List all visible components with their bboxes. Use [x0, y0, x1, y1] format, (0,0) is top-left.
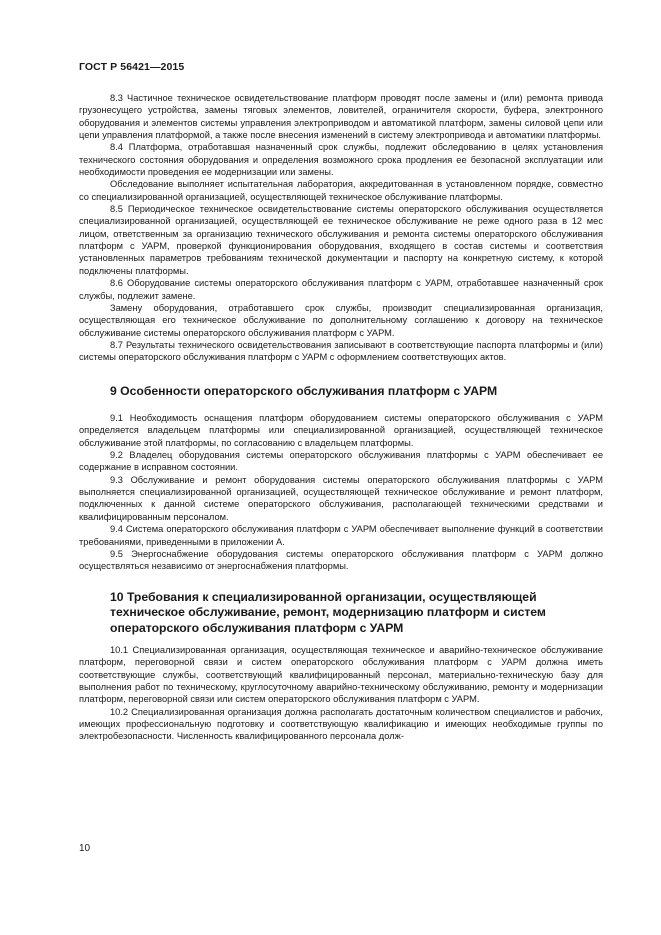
paragraph-9-1: 9.1 Необходимость оснащения платформ оборудованием системы операторского обслуживания с УАРМ определяется владельцем платформы или специализированной организацией, осуществляющей техническое обслуживание этой платформы, по согласованию с владельцем платформы. [79, 413, 603, 448]
paragraph-8-4-continued: Обследование выполняет испытательная лаборатория, аккредитованная в установленном порядке, совместно со специализированной организацией, осуществляющей техническое обслуживание платформы. [79, 179, 603, 202]
paragraph-10-2: 10.2 Специализированная организация должна располагать достаточным количеством специалистов и рабочих, имеющих профессиональную подготовку и соответствующую квалификацию и имеющих необходимые группы по электробезопасности. Численность квалифицированного персонала долж- [79, 706, 603, 742]
paragraph-10-1: 10.1 Специализированная организация, осуществляющая техническое и аварийно-техническое обслуживание платформ, переговорной связи и систем операторского обслуживания платформ с УАРМ должна иметь соответствующие службы, соответствующий квалифицированный персонал, материально-техническую базу для выполнения работ по техническому, круглосуточному аварийно-техническому обслуживанию, ремонту и модернизации платформ, переговорной связи или систем операторского обслуживания платформ с УАРМ. [79, 645, 603, 705]
paragraph-9-2: 9.2 Владелец оборудования системы операторского обслуживания платформы с УАРМ обеспечивает ее содержание в исправном состоянии. [79, 450, 603, 473]
page-number: 10 [79, 843, 91, 854]
paragraph-9-5: 9.5 Энергоснабжение оборудования системы операторского обслуживания платформ с УАРМ должно осуществляться независимо от энергоснабжения платформы. [79, 548, 603, 572]
paragraph-9-4: 9.4 Система операторского обслуживания платформ с УАРМ обеспечивает выполнение функций в соответствии требованиями, приведенными в приложении А. [79, 524, 603, 547]
paragraph-8-5: 8.5 Периодическое техническое освидетельствование системы операторского обслуживания осуществляется специализированной организацией, осуществляющей ее техническое обслуживание не реже одного раза в 12 мес лицом, ответственным за организацию технического обслуживания и ремонта системы операторского обслуживания платформ с УАРМ, проверкой функционирования оборудования, входящего в состав системы и соответствия установленных параметров требованиям технической документации и паспорту на конкретную систему, к которой подключены платформы. [79, 204, 603, 276]
paragraph-8-7: 8.7 Результаты технического освидетельствования записывают в соответствующие паспорта платформы и (или) системы операторского обслуживания платформ с УАРМ с оформлением соответствующих актов. [79, 339, 603, 363]
document-header: ГОСТ Р 56421—2015 [79, 61, 185, 73]
paragraph-9-3: 9.3 Обслуживание и ремонт оборудования системы операторского обслуживания платформы с УАРМ выполняется специализированной организацией, осуществляющей техническое обслуживание и ремонт платформ, подключенных к данной системе операторского обслуживания, располагающей техническими средствами и квалифицированным персоналом. [79, 474, 603, 522]
paragraph-8-6-continued: Замену оборудования, отработавшего срок службы, производит специализированная организация, осуществляющая его техническое обслуживание по дополнительному соглашению к договору на техническое обслуживание системы операторского обслуживания платформ с УАРМ. [79, 302, 603, 338]
paragraph-8-4: 8.4 Платформа, отработавшая назначенный срок службы, подлежит обследованию в целях установления технического состояния оборудования и определения возможного срока продления ее безопасной эксплуатации или необходимости проведения ее модернизации или замены. [79, 142, 603, 178]
page-body [79, 92, 603, 743]
section-9-heading: 9 Особенности операторского обслуживания платформ с УАРМ [110, 383, 498, 398]
paragraph-8-6: 8.6 Оборудование системы операторского обслуживания платформ с УАРМ, отработавшее назначенный срок службы, подлежит замене. [79, 278, 603, 301]
paragraph-8-3: 8.3 Частичное техническое освидетельствование платформ проводят после замены и (или) ремонта привода грузонесущего устройства, замены тяговых элементов, ловителей, ограничителя скорости, буфера, электронного оборудования и элементов системы управления электроприводом и автоматикой платформ, замены силовой цепи или цепи управления платформой, а также после внесения изменений в систему электропривода и автоматики платформы. [79, 93, 603, 141]
section-10-heading: 10 Требования к специализированной организации, осуществляющей техническое обслуживание, ремонт, модернизацию платформ и систем операторского обслуживания платформ с УАРМ [110, 589, 546, 635]
